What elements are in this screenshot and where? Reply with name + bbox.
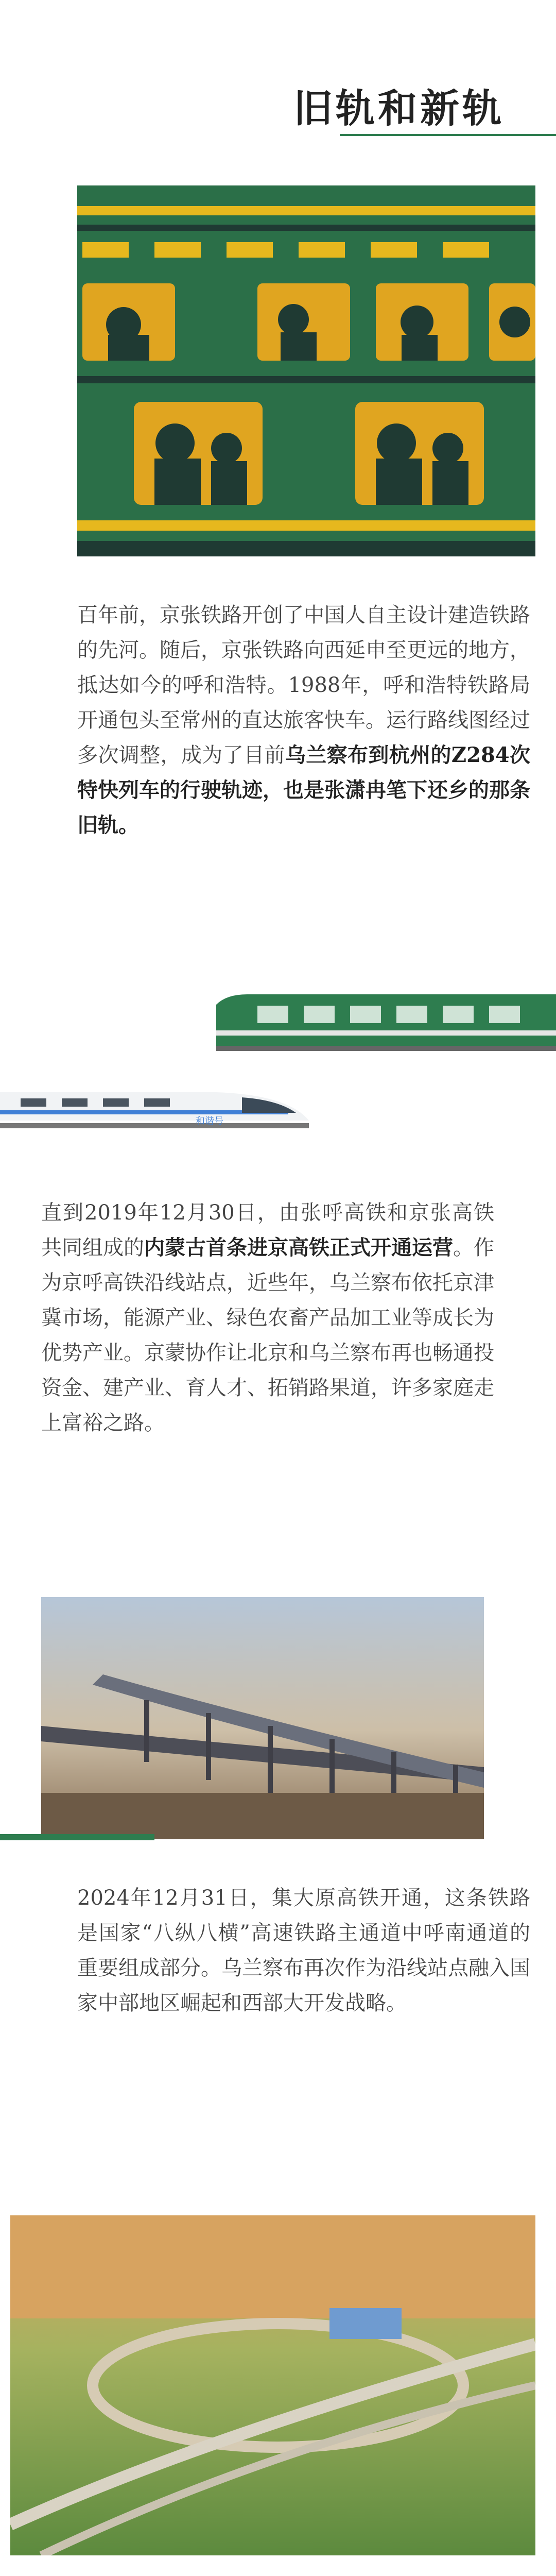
paragraph-2 [41, 1195, 494, 1440]
paragraph-1 [77, 598, 530, 843]
green-train-strip [216, 994, 556, 1051]
photo-interchange [10, 2215, 535, 2555]
page-title: 旧轨和新轨 [293, 86, 505, 131]
illustration-old-train [77, 185, 535, 556]
paragraph-2-highlight: 内蒙古首条进京高铁正式开通运营 [144, 1235, 453, 1260]
train-label: 和谐号 [196, 1116, 223, 1126]
paragraph-3 [77, 1880, 530, 2021]
paragraph-2-post: 。作为京呼高铁沿线站点，近些年，乌兰察布依托京津冀市场，能源产业、绿色农畜产品加工业等成长为优势产业。京蒙协作让北京和乌兰察布再也畅通投资金、建产业、育人才、拓销路果道，许多家庭走上富裕之路。 [41, 1236, 494, 1435]
train-illustration-svg [77, 185, 535, 556]
photo-1-accent-bar [0, 1834, 154, 1840]
paragraph-3-text: 2024年12月31日，集大原高铁开通，这条铁路是国家“八纵八横”高速铁路主通道中呼南通道的重要组成部分。乌兰察布再次作为沿线站点融入国家中部地区崛起和西部大开发战略。 [77, 1886, 530, 2015]
high-speed-train-strip [0, 1082, 309, 1139]
photo-viaduct-sunset [41, 1597, 484, 1839]
paragraph-1-text: 百年前，京张铁路开创了中国人自主设计建造铁路的先河。随后，京张铁路向西延申至更远的地方，抵达如今的呼和浩特。1988年，呼和浩特铁路局开通包头至常州的直达旅客快车。运行路线图经过多次调整，成为了目前 [77, 603, 530, 767]
paragraph-1-highlight: 乌兰察布到杭州的Z284次特快列车的行驶轨迹，也是张潇冉笔下还乡的那条旧轨。 [77, 743, 530, 837]
paragraph-2-pre: 直到2019年12月30日，由张呼高铁和京张高铁共同组成的 [41, 1201, 494, 1260]
title-underline [340, 134, 556, 136]
